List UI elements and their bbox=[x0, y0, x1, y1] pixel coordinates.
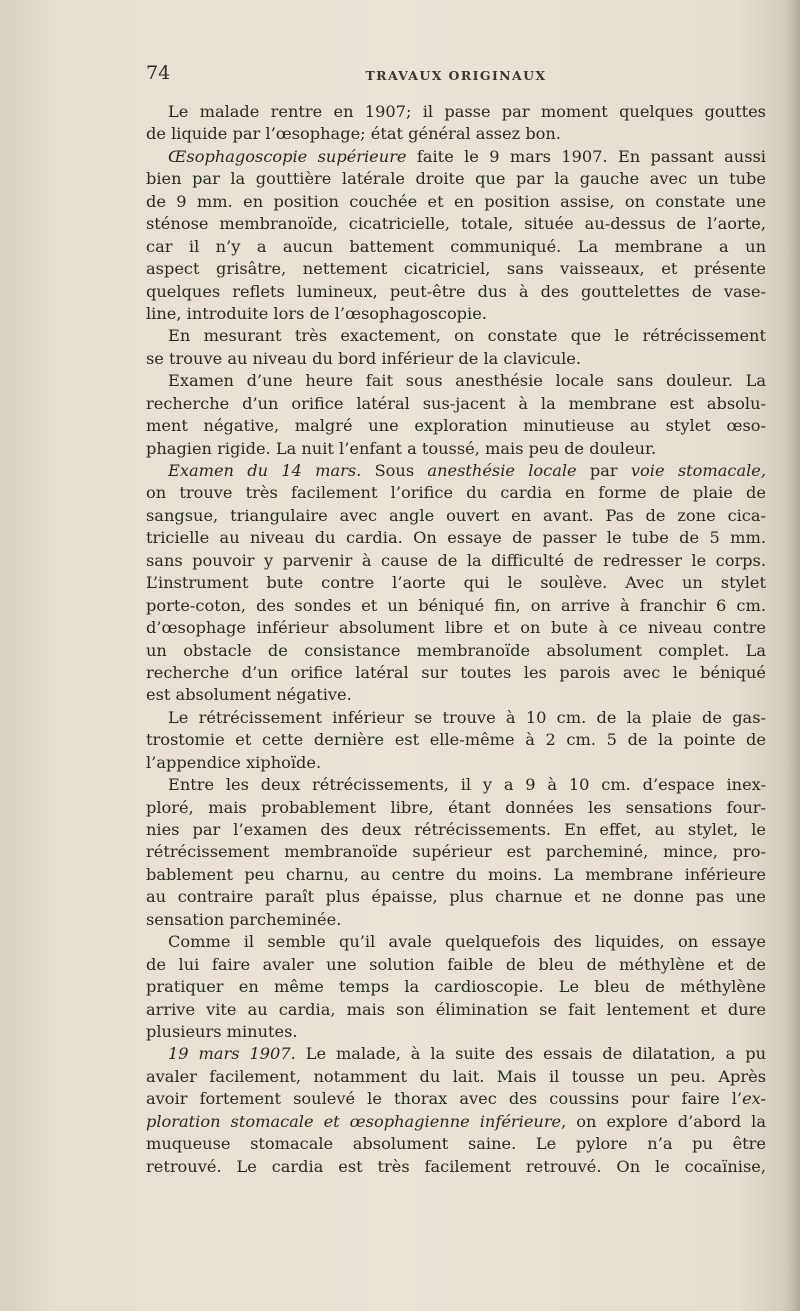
text-line bbox=[146, 505, 766, 527]
text-line bbox=[146, 1043, 766, 1065]
text-segment: un obstacle de consistance membranoïde absolument complet. La bbox=[146, 640, 766, 660]
text-line bbox=[146, 684, 766, 706]
text-line bbox=[146, 370, 766, 392]
text-segment: muqueuse stomacale absolument saine. Le pylore n’a pu être bbox=[146, 1134, 766, 1154]
text-line bbox=[146, 976, 766, 998]
text-line bbox=[146, 393, 766, 415]
text-line bbox=[146, 909, 766, 931]
text-line bbox=[146, 325, 766, 347]
text-segment: avaler facilement, notamment du lait. Mais il tousse un peu. Après bbox=[146, 1066, 766, 1086]
text-segment: arrive vite au cardia, mais son élimination se fait lentement et dure bbox=[146, 999, 766, 1019]
text-line bbox=[146, 236, 766, 258]
text-line bbox=[146, 1066, 766, 1088]
text-segment: au contraire paraît plus épaisse, plus charnue et ne donne pas une bbox=[146, 887, 766, 907]
text-segment: rétrécissement membranoïde supérieur est parcheminé, mince, pro- bbox=[146, 842, 766, 862]
text-segment: de lui faire avaler une solution faible de bleu de méthylène et de bbox=[146, 954, 766, 974]
text-segment: quelques reflets lumineux, peut-être dus à des gouttelettes de vase- bbox=[146, 281, 766, 301]
text-segment: line, introduite lors de l’œsophagoscopie. bbox=[146, 303, 487, 323]
text-segment: nies par l’examen des deux rétrécissements. En effet, au stylet, le bbox=[146, 820, 766, 839]
text-segment: de liquide par l’œsophage; état général assez bon. bbox=[146, 124, 561, 144]
italic-text: ploration stomacale et œsophagienne inférieure bbox=[146, 1111, 562, 1131]
text-segment: sans pouvoir y parvenir à cause de la difficulté de redresser le corps. bbox=[146, 550, 766, 570]
text-segment: trostomie et cette dernière est elle-même à 2 cm. 5 de la pointe de bbox=[146, 730, 766, 750]
text-line bbox=[146, 819, 766, 841]
text-segment: sténose membranoïde, cicatricielle, totale, située au-dessus de l’aorte, bbox=[146, 214, 766, 234]
text-segment: Entre les deux rétrécissements, il y a 9 à 10 cm. d’espace inex- bbox=[168, 775, 766, 795]
text-line bbox=[146, 550, 766, 572]
text-segment: sensation parcheminée. bbox=[146, 909, 342, 929]
text-line bbox=[146, 348, 766, 370]
text-line bbox=[146, 752, 766, 774]
text-segment: se trouve au niveau du bord inférieur de la clavicule. bbox=[146, 348, 582, 368]
text-line bbox=[146, 707, 766, 729]
text-segment: d’œsophage inférieur absolument libre et on bute à ce niveau contre bbox=[146, 618, 766, 638]
text-line bbox=[146, 460, 766, 482]
text-segment: aspect grisâtre, nettement cicatriciel, sans vaisseaux, et présente bbox=[146, 259, 766, 279]
text-segment: ploré, mais probablement libre, étant données les sensations four- bbox=[146, 797, 766, 817]
text-line bbox=[146, 1021, 766, 1043]
text-segment: avoir fortement soulevé le thorax avec des coussins pour faire l’ bbox=[146, 1089, 743, 1109]
text-line bbox=[146, 146, 766, 168]
text-segment: retrouvé. Le cardia est très facilement retrouvé. On le cocaïnise, bbox=[146, 1156, 766, 1176]
text-line bbox=[146, 729, 766, 751]
text-line bbox=[146, 841, 766, 863]
text-line bbox=[146, 168, 766, 190]
text-segment: phagien rigide. La nuit l’enfant a toussé, mais peu de douleur. bbox=[146, 438, 657, 458]
running-title: TRAVAUX ORIGINAUX bbox=[365, 68, 547, 83]
italic-text: voie stomacale, bbox=[630, 461, 766, 480]
text-segment: Le malade rentre en 1907; il passe par moment quelques gouttes bbox=[168, 102, 766, 121]
text-segment: car il n’y a aucun battement communiqué. La membrane a un bbox=[146, 236, 766, 256]
body-text bbox=[146, 101, 766, 1178]
text-segment: recherche d’un orifice latéral sus-jacent à la membrane est absolu- bbox=[146, 393, 766, 413]
text-line bbox=[146, 281, 766, 303]
text-line bbox=[146, 258, 766, 280]
text-segment: pratiquer en même temps la cardioscopie. Le bleu de méthylène bbox=[146, 977, 766, 997]
text-segment: faite le 9 mars 1907. En passant aussi bbox=[406, 146, 766, 166]
text-line bbox=[146, 101, 766, 123]
text-segment: bablement peu charnu, au centre du moins. La membrane inférieure bbox=[146, 864, 766, 884]
text-line bbox=[146, 617, 766, 639]
text-line bbox=[146, 123, 766, 145]
text-line bbox=[146, 1133, 766, 1155]
text-segment: Sous bbox=[361, 461, 428, 480]
text-segment: ment négative, malgré une exploration minutieuse au stylet œso- bbox=[146, 416, 766, 436]
text-line bbox=[146, 527, 766, 549]
text-segment: sangsue, triangulaire avec angle ouvert en avant. Pas de zone cica- bbox=[146, 505, 766, 525]
text-segment: est absolument négative. bbox=[146, 685, 352, 705]
italic-text: 19 mars 1907. bbox=[168, 1044, 296, 1064]
text-segment: par bbox=[576, 461, 631, 480]
text-segment: plusieurs minutes. bbox=[146, 1021, 298, 1041]
text-line bbox=[146, 774, 766, 796]
text-segment: recherche d’un orifice latéral sur toutes les parois avec le béniqué bbox=[146, 662, 766, 682]
italic-text: Examen du 14 mars. bbox=[168, 461, 362, 480]
italic-text: ex- bbox=[742, 1089, 766, 1109]
text-segment: tricielle au niveau du cardia. On essaye de passer le tube de 5 mm. bbox=[146, 528, 766, 548]
page-header bbox=[146, 62, 766, 88]
text-segment: porte-coton, des sondes et un béniqué fin, on arrive à franchir 6 cm. bbox=[146, 595, 766, 615]
text-line bbox=[146, 886, 766, 908]
text-line bbox=[146, 1111, 766, 1133]
text-segment: L’instrument bute contre l’aorte qui le soulève. Avec un stylet bbox=[146, 573, 766, 593]
text-segment: Le malade, à la suite des essais de dilatation, a pu bbox=[295, 1044, 766, 1064]
page-number: 74 bbox=[146, 62, 171, 84]
text-segment: Examen d’une heure fait sous anesthésie locale sans douleur. La bbox=[168, 371, 766, 391]
text-line bbox=[146, 1088, 766, 1110]
text-line bbox=[146, 1156, 766, 1178]
text-line bbox=[146, 999, 766, 1021]
text-line bbox=[146, 797, 766, 819]
text-segment: Comme il semble qu’il avale quelquefois des liquides, on essaye bbox=[168, 932, 766, 952]
italic-text: anesthésie locale bbox=[427, 461, 577, 480]
text-segment: Le rétrécissement inférieur se trouve à 10 cm. de la plaie de gas- bbox=[168, 707, 766, 727]
text-segment: En mesurant très exactement, on constate que le rétrécissement bbox=[168, 326, 766, 346]
page-edge-shadow bbox=[786, 0, 800, 1311]
text-line bbox=[146, 438, 766, 460]
italic-text: Œsophagoscopie supérieure bbox=[168, 146, 407, 166]
text-line bbox=[146, 954, 766, 976]
text-segment: bien par la gouttière latérale droite que par la gauche avec un tube bbox=[146, 169, 766, 189]
text-segment: , on explore d’abord la bbox=[561, 1111, 766, 1131]
text-segment: l’appendice xiphoïde. bbox=[146, 752, 322, 772]
text-line bbox=[146, 864, 766, 886]
text-segment: on trouve très facilement l’orifice du cardia en forme de plaie de bbox=[146, 483, 766, 503]
text-line bbox=[146, 303, 766, 325]
text-line bbox=[146, 191, 766, 213]
text-line bbox=[146, 595, 766, 617]
text-line bbox=[146, 662, 766, 684]
text-line bbox=[146, 415, 766, 437]
text-line bbox=[146, 640, 766, 662]
text-line bbox=[146, 482, 766, 504]
text-segment: de 9 mm. en position couchée et en position assise, on constate une bbox=[146, 191, 766, 211]
text-line bbox=[146, 572, 766, 594]
text-line bbox=[146, 931, 766, 953]
text-line bbox=[146, 213, 766, 235]
